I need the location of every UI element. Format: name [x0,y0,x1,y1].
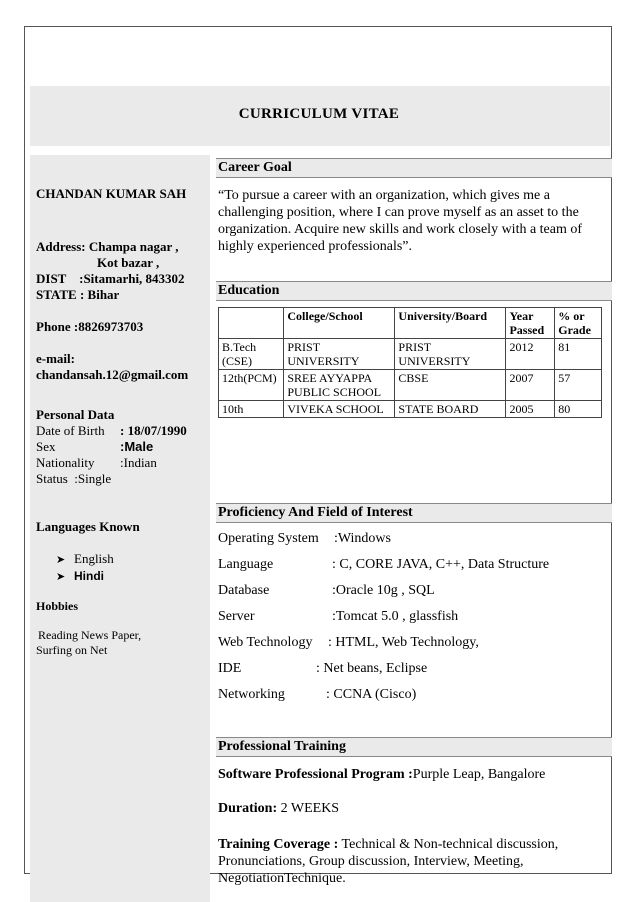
email-value: chandansah.12@gmail.com [36,367,189,382]
document-title: CURRICULUM VITAE [238,106,400,122]
grade-cell: 57 [555,370,602,401]
status-value: :Single [74,471,112,486]
proficiency-value: : HTML, Web Technology, [328,635,479,650]
training-program [218,766,608,783]
proficiency-label: Networking [218,687,285,702]
candidate-name: CHANDAN KUMAR SAH [36,186,187,201]
proficiency-row [218,609,458,625]
nationality-row [36,455,157,471]
arrow-bullet-icon: ➤ [56,554,66,566]
board-cell: CBSE [395,370,506,401]
proficiency-value: :Tomcat 5.0 , glassfish [332,609,459,624]
address-line-1: Address: Champa nagar , [36,239,179,254]
dob-value: : 18/07/1990 [120,423,187,438]
year-cell: 2005 [506,401,555,418]
proficiency-value: :Oracle 10g , SQL [332,583,435,598]
course-cell: B.Tech (CSE) [219,339,284,370]
proficiency-row [218,687,416,703]
coverage-label: Training Coverage : [218,837,339,852]
grade-cell: 80 [555,401,602,418]
program-value: Purple Leap, Bangalore [412,767,546,782]
languages-heading: Languages Known [36,519,140,534]
course-cell: 10th [219,401,284,418]
training-duration [218,800,598,817]
training-coverage [218,836,603,887]
table-header-cell: University/Board [395,308,506,339]
education-heading: Education [216,281,612,301]
proficiency-row [218,583,435,599]
proficiency-label: Language [218,557,274,572]
address-line-4: STATE : Bihar [36,287,120,302]
proficiency-row [218,661,427,677]
college-cell: SREE AYYAPPA PUBLIC SCHOOL [284,370,395,401]
proficiency-label: Operating System [218,531,319,546]
dob-row [36,423,187,439]
proficiency-heading: Proficiency And Field of Interest [216,503,612,523]
language-label: English [74,551,114,566]
course-cell: 12th(PCM) [219,370,284,401]
language-item [56,568,104,585]
year-cell: 2012 [506,339,555,370]
hobbies-heading: Hobbies [36,599,79,613]
email-label: e-mail: [36,351,75,366]
language-label: Hindi [74,569,104,583]
proficiency-label: Server [218,609,255,624]
sex-value: :Male [120,439,154,454]
sex-row [36,439,153,455]
table-row [219,370,602,401]
college-cell: VIVEKA SCHOOL [284,401,395,418]
arrow-bullet-icon: ➤ [56,571,66,583]
table-header-cell: Year Passed [506,308,555,339]
nationality-label: Nationality [36,455,95,470]
table-row [219,401,602,418]
phone-label: Phone : [36,319,79,334]
duration-label: Duration: [218,801,278,816]
proficiency-label: Web Technology [218,635,313,650]
proficiency-row [218,635,479,651]
grade-cell: 81 [555,339,602,370]
phone-value: 8826973703 [78,319,144,334]
duration-value: 2 WEEKS [277,801,340,816]
status-row [36,471,111,487]
proficiency-row [218,557,549,573]
phone [36,319,143,335]
program-label: Software Professional Program : [218,767,413,782]
sex-label: Sex [36,439,56,454]
training-heading: Professional Training [216,737,612,757]
college-cell: PRIST UNIVERSITY [284,339,395,370]
proficiency-value: :Windows [334,531,391,546]
table-header-cell [219,308,284,339]
personal-data-heading: Personal Data [36,407,115,422]
nationality-value: :Indian [120,455,157,470]
address-line-2: Kot bazar , [97,255,160,270]
proficiency-value: : Net beans, Eclipse [316,661,428,676]
hobbies-line-2: Surfing on Net [36,643,108,657]
coverage-value: Technical & Non-technical discussion, Pronunciations, Group discussion, Interview, Meeting, NegotiationTechnique. [218,837,559,886]
address-line-3: DIST :Sitamarhi, 843302 [36,271,185,286]
career-goal-heading: Career Goal [216,158,612,178]
proficiency-label: IDE [218,661,242,676]
education-table [218,307,602,418]
table-header-row [219,308,602,339]
table-header-cell: College/School [284,308,395,339]
status-label: Status [36,471,68,486]
language-item [56,551,114,568]
proficiency-value: : C, CORE JAVA, C++, Data Structure [332,557,550,572]
hobbies-line-1: Reading News Paper, [38,628,142,642]
board-cell: PRIST UNIVERSITY [395,339,506,370]
board-cell: STATE BOARD [395,401,506,418]
career-goal-text: “To pursue a career with an organization, which gives me a challenging position, where I can prove myself as an asset to the organization. Acquire new skills and work closely with a team of highly experienced professionals”. [218,188,583,254]
table-header-cell: % or Grade [555,308,602,339]
dob-label: Date of Birth [36,423,105,438]
year-cell: 2007 [506,370,555,401]
table-row [219,339,602,370]
proficiency-label: Database [218,583,270,598]
proficiency-row [218,531,391,547]
proficiency-value: : CCNA (Cisco) [326,687,417,702]
